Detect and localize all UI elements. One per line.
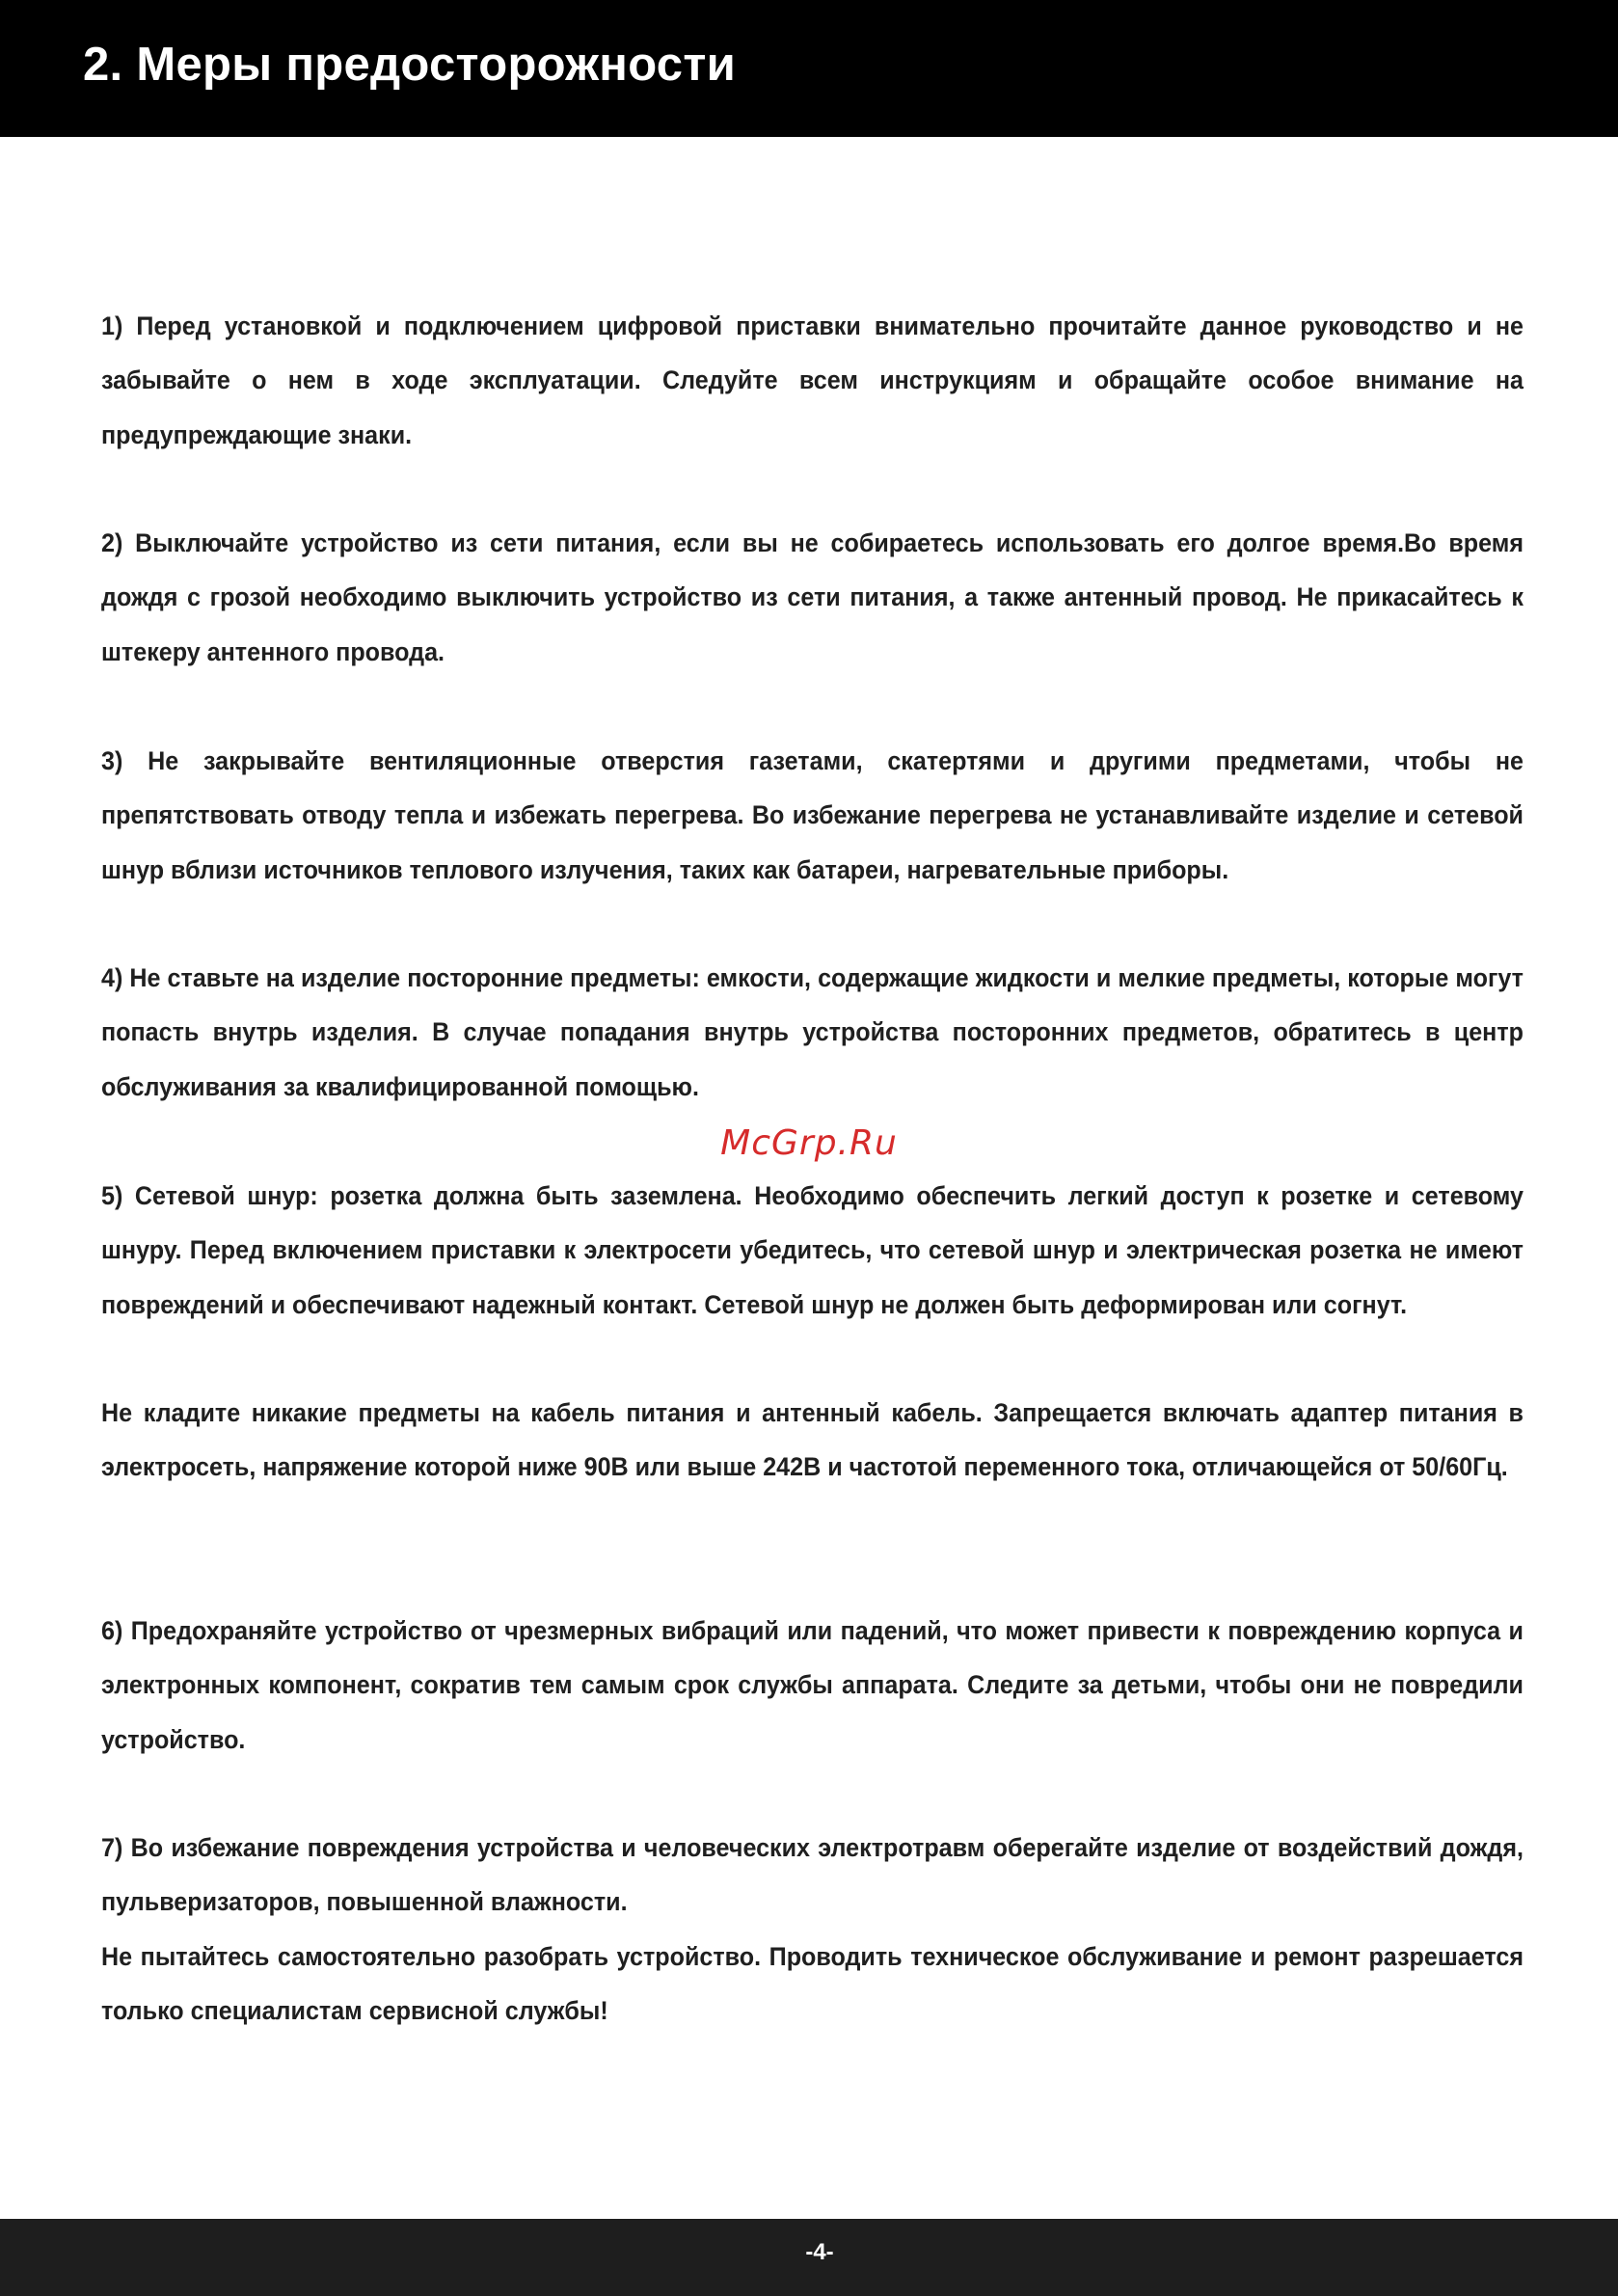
precaution-paragraph-2: 2) Выключайте устройство из сети питания, если вы не собираетесь использовать его долгое время.Во время дождя с грозой необходимо выключить устройство из сети питания, а также антенный провод. Не прикасайтесь к штекеру антенного провода. bbox=[101, 528, 1524, 666]
header-bar bbox=[0, 0, 1618, 137]
precaution-paragraph-4: 4) Не ставьте на изделие посторонние предметы: емкости, содержащие жидкости и мелкие предметы, которые могут попасть внутрь изделия. В случае попадания внутрь устройства посторонних предметов, обратитесь в центр обслуживания за квалифицированной помощью. bbox=[101, 963, 1524, 1101]
precaution-paragraph-6: 6) Предохраняйте устройство от чрезмерных вибраций или падений, что может привести к повреждению корпуса и электронных компонент, сократив тем самым срок службы аппарата. Следите за детьми, чтобы они не повредили устройство. bbox=[101, 1616, 1524, 1754]
watermark-logo: McGrp.Ru bbox=[720, 1123, 898, 1163]
precaution-paragraph-3: 3) Не закрывайте вентиляционные отверстия газетами, скатертями и другими предметами, чтобы не препятствовать отводу тепла и избежать перегрева. Во избежание перегрева не устанавливайте изделие и сетевой шнур вблизи источников теплового излучения, таких как батареи, нагревательные приборы. bbox=[101, 746, 1524, 884]
precaution-paragraph-7: 7) Во избежание повреждения устройства и человеческих электротравм оберегайте изделие от воздействий дождя, пульверизаторов, повышенной влажности. bbox=[101, 1833, 1524, 1917]
page-title: 2. Меры предосторожности bbox=[83, 39, 737, 91]
page-number: -4- bbox=[805, 2239, 834, 2265]
precaution-paragraph-5-continued: Не кладите никакие предметы на кабель питания и антенный кабель. Запрещается включать адаптер питания в электросеть, напряжение которой ниже 90В или выше 242В и частотой переменного тока, отличающейся от 50/60Гц. bbox=[101, 1398, 1524, 1482]
precaution-paragraph-7-continued: Не пытайтесь самостоятельно разобрать устройство. Проводить техническое обслуживание и ремонт разрешается только специалистам сервисной службы! bbox=[101, 1942, 1524, 2026]
precaution-paragraph-5: 5) Сетевой шнур: розетка должна быть заземлена. Необходимо обеспечить легкий доступ к розетке и сетевому шнуру. Перед включением приставки к электросети убедитесь, что сетевой шнур и электрическая розетка не имеют повреждений и обеспечивают надежный контакт. Сетевой шнур не должен быть деформирован или согнут. bbox=[101, 1181, 1524, 1319]
precaution-paragraph-1: 1) Перед установкой и подключением цифровой приставки внимательно прочитайте данное руководство и не забывайте о нем в ходе эксплуатации. Следуйте всем инструкциям и обращайте особое внимание на предупреждающие знаки. bbox=[101, 311, 1524, 449]
